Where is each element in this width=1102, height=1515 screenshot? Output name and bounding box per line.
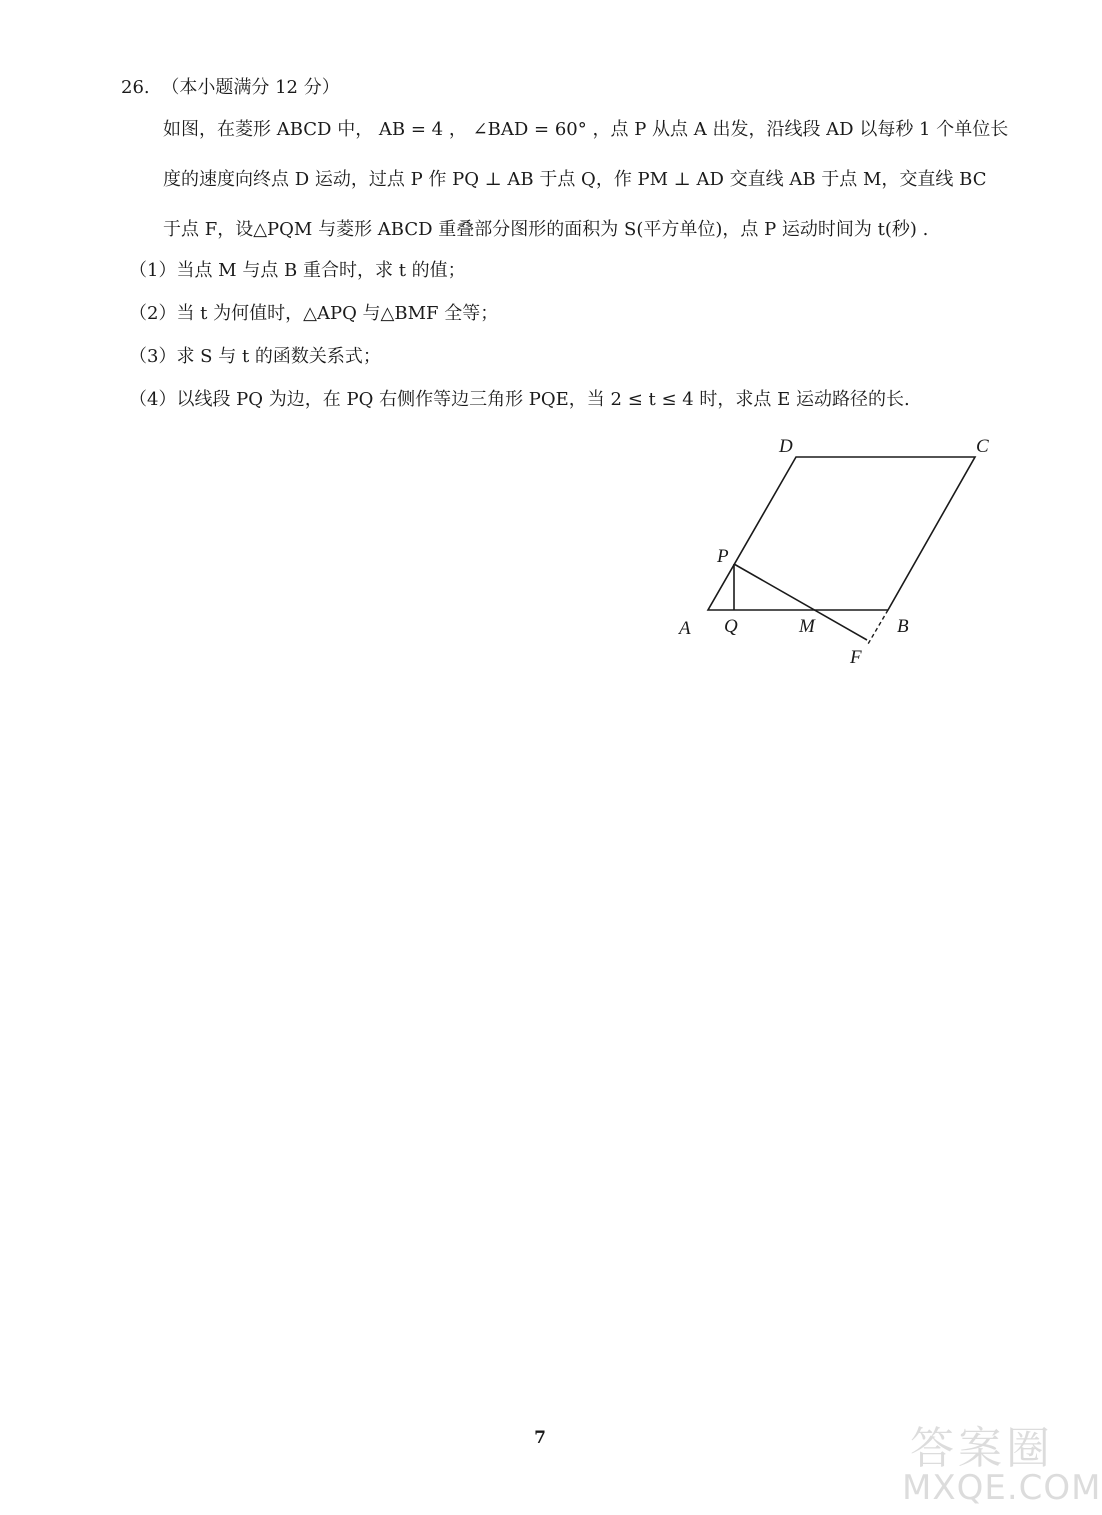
label-f: F: [850, 647, 862, 668]
rhombus-figure: [660, 420, 1020, 680]
question-stem-line-3: 于点 F，设△PQM 与菱形 ABCD 重叠部分图形的面积为 S(平方单位)，点 P 运动时间为 t(秒) .: [163, 219, 929, 240]
label-b: B: [897, 616, 909, 637]
label-c: C: [976, 436, 989, 457]
subquestion-2: （2）当 t 为何值时，△APQ 与△BMF 全等；: [129, 303, 499, 324]
watermark-logo: [880, 1410, 1102, 1510]
question-points: （本小题满分 12 分）: [161, 77, 340, 98]
label-a: A: [679, 618, 691, 639]
question-stem-line-1: 如图，在菱形 ABCD 中， AB = 4 ， ∠BAD = 60° ，点 P 从点 A 出发，沿线段 AD 以每秒 1 个单位长: [163, 119, 1009, 140]
question-stem-line-2: 度的速度向终点 D 运动，过点 P 作 PQ ⊥ AB 于点 Q，作 PM ⊥ AD 交直线 AB 于点 M，交直线 BC: [163, 169, 987, 190]
label-p: P: [717, 546, 729, 567]
subquestion-3: （3）求 S 与 t 的函数关系式；: [129, 346, 381, 367]
extension-bc-dashed: [868, 610, 888, 644]
label-d: D: [779, 436, 793, 457]
subquestion-1: （1）当点 M 与点 B 重合时，求 t 的值；: [129, 260, 466, 281]
watermark-top: 答案圈: [910, 1423, 1054, 1474]
question-number: 26.: [121, 77, 150, 98]
question-header: [121, 76, 340, 100]
page-number: 7: [534, 1428, 546, 1448]
rhombus-abcd: [708, 457, 975, 610]
subquestion-4: （4）以线段 PQ 为边，在 PQ 右侧作等边三角形 PQE，当 2 ≤ t ≤ 4 时，求点 E 运动路径的长.: [129, 389, 910, 410]
watermark-bottom: MXQE.COM: [902, 1468, 1102, 1508]
label-m: M: [799, 616, 815, 637]
label-q: Q: [724, 616, 738, 637]
